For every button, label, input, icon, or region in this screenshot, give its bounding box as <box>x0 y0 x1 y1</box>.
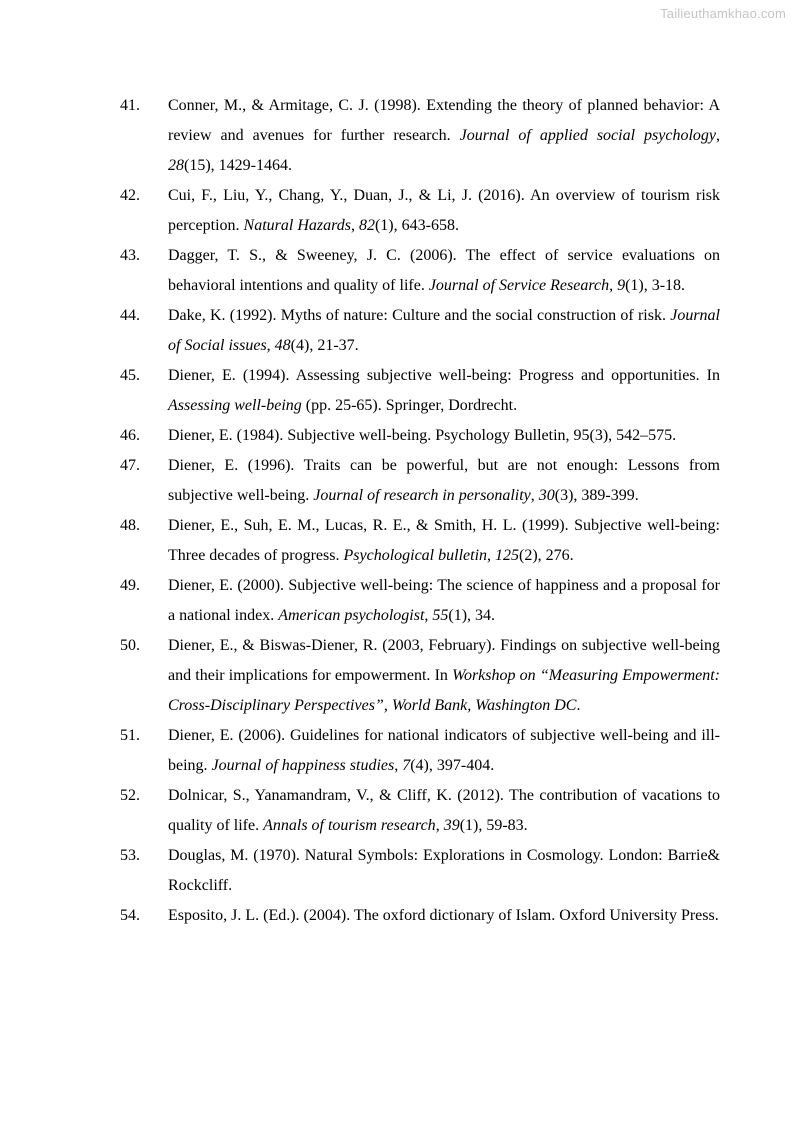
reference-number: 43. <box>120 247 140 264</box>
reference-item <box>120 901 720 931</box>
reference-item <box>120 511 720 571</box>
reference-text <box>168 721 720 781</box>
reference-item <box>120 571 720 631</box>
reference-italic-segment: 30 <box>538 487 555 504</box>
reference-italic-segment: 125 <box>495 547 520 564</box>
reference-italic-segment: Journal of Social issues <box>168 307 720 354</box>
reference-italic-segment: Psychological bulletin <box>343 547 488 564</box>
reference-segment: (2), 276. <box>519 547 574 564</box>
reference-item <box>120 841 720 901</box>
reference-text <box>168 841 720 901</box>
reference-item <box>120 721 720 781</box>
reference-text <box>168 901 720 931</box>
reference-segment: Esposito, J. L. (Ed.). (2004). The oxford dictionary of Islam. Oxford University Press. <box>168 907 719 924</box>
reference-number: 42. <box>120 187 140 204</box>
reference-segment: Diener, E. (1984). Subjective well-being. Psychology Bulletin, 95(3), 542–575. <box>168 427 677 444</box>
reference-text <box>168 241 720 301</box>
reference-italic-segment: Journal of happiness studies <box>211 757 395 774</box>
reference-segment: (4), 397-404. <box>410 757 495 774</box>
reference-item <box>120 451 720 511</box>
reference-item <box>120 781 720 841</box>
reference-number: 49. <box>120 577 140 594</box>
reference-segment: , <box>530 487 539 504</box>
reference-segment: Conner, M., & Armitage, C. J. (1998). Extending the theory of planned behavior: A review and avenues for further research. <box>168 97 720 144</box>
reference-text <box>168 91 720 181</box>
reference-number: 50. <box>120 637 140 654</box>
reference-italic-segment: Natural Hazards <box>243 217 351 234</box>
reference-segment: Diener, E. (2006). Guidelines for national indicators of subjective well-being and ill-being. <box>168 727 720 774</box>
reference-segment: Dolnicar, S., Yanamandram, V., & Cliff, K. (2012). The contribution of vacations to quality of life. <box>168 787 720 834</box>
reference-text <box>168 451 720 511</box>
reference-italic-segment: 82 <box>358 217 375 234</box>
reference-text <box>168 511 720 571</box>
reference-segment: (15), 1429-1464. <box>184 157 292 174</box>
reference-text <box>168 301 720 361</box>
reference-list <box>120 91 720 931</box>
reference-italic-segment: Assessing well-being <box>168 397 302 414</box>
reference-item <box>120 241 720 301</box>
reference-segment: Dake, K. (1992). Myths of nature: Culture and the social construction of risk. <box>168 307 671 324</box>
reference-number: 54. <box>120 907 140 924</box>
reference-segment: , <box>266 337 275 354</box>
reference-item <box>120 181 720 241</box>
reference-italic-segment: Annals of tourism research <box>263 817 436 834</box>
reference-segment: (1), 3-18. <box>625 277 686 294</box>
reference-text <box>168 181 720 241</box>
reference-segment: . <box>576 697 581 714</box>
reference-italic-segment: 9 <box>617 277 626 294</box>
reference-segment: , <box>394 757 403 774</box>
reference-italic-segment: American psychologist <box>278 607 425 624</box>
reference-italic-segment: 55 <box>432 607 449 624</box>
reference-segment: Diener, E. (1994). Assessing subjective well-being: Progress and opportunities. In <box>168 367 720 384</box>
reference-number: 48. <box>120 517 140 534</box>
reference-number: 52. <box>120 787 140 804</box>
reference-italic-segment: Journal of Service Research <box>428 277 610 294</box>
reference-italic-segment: 48 <box>274 337 291 354</box>
reference-text <box>168 571 720 631</box>
watermark: Tailieuthamkhao.com <box>660 6 786 21</box>
reference-text <box>168 781 720 841</box>
reference-segment: , <box>424 607 433 624</box>
reference-segment: , <box>487 547 496 564</box>
reference-segment: (pp. 25-65). Springer, Dordrecht. <box>301 397 518 414</box>
reference-segment: (1), 34. <box>448 607 496 624</box>
reference-item <box>120 301 720 361</box>
reference-segment: , <box>609 277 618 294</box>
reference-number: 41. <box>120 97 140 114</box>
reference-italic-segment: 7 <box>402 757 411 774</box>
reference-italic-segment: 28 <box>168 157 184 174</box>
reference-segment: (4), 21-37. <box>290 337 359 354</box>
reference-number: 45. <box>120 367 140 384</box>
reference-segment: , <box>716 127 721 144</box>
reference-italic-segment: Workshop on “Measuring Empowerment: Cross-Disciplinary Perspectives”, World Bank, Washington DC <box>168 667 720 714</box>
reference-item <box>120 421 720 451</box>
reference-number: 44. <box>120 307 140 324</box>
reference-text <box>168 631 720 721</box>
reference-segment: , <box>435 817 444 834</box>
reference-item <box>120 361 720 421</box>
reference-item <box>120 631 720 721</box>
reference-segment: , <box>350 217 359 234</box>
reference-segment: (1), 59-83. <box>459 817 528 834</box>
reference-item <box>120 91 720 181</box>
reference-number: 46. <box>120 427 140 444</box>
reference-segment: Diener, E., & Biswas-Diener, R. (2003, February). Findings on subjective well-being and their implications for empowerment. In <box>168 637 720 684</box>
reference-text <box>168 361 720 421</box>
reference-segment: Douglas, M. (1970). Natural Symbols: Explorations in Cosmology. London: Barrie& Rockcliff. <box>168 847 720 894</box>
reference-segment: Diener, E. (1996). Traits can be powerful, but are not enough: Lessons from subjective well-being. <box>168 457 720 504</box>
reference-segment: Cui, F., Liu, Y., Chang, Y., Duan, J., & Li, J. (2016). An overview of tourism risk perception. <box>168 187 720 234</box>
reference-number: 53. <box>120 847 140 864</box>
reference-italic-segment: Journal of applied social psychology <box>459 127 717 144</box>
reference-italic-segment: 39 <box>443 817 460 834</box>
reference-segment: (3), 389-399. <box>554 487 639 504</box>
reference-segment: Diener, E. (2000). Subjective well-being: The science of happiness and a proposal for a national index. <box>168 577 720 624</box>
reference-segment: Diener, E., Suh, E. M., Lucas, R. E., & Smith, H. L. (1999). Subjective well-being: Three decades of progress. <box>168 517 720 564</box>
reference-text <box>168 421 720 451</box>
reference-segment: Dagger, T. S., & Sweeney, J. C. (2006). The effect of service evaluations on behavioral intentions and quality of life. <box>168 247 720 294</box>
reference-number: 47. <box>120 457 140 474</box>
reference-number: 51. <box>120 727 140 744</box>
reference-segment: (1), 643-658. <box>374 217 459 234</box>
reference-italic-segment: Journal of research in personality <box>313 487 531 504</box>
